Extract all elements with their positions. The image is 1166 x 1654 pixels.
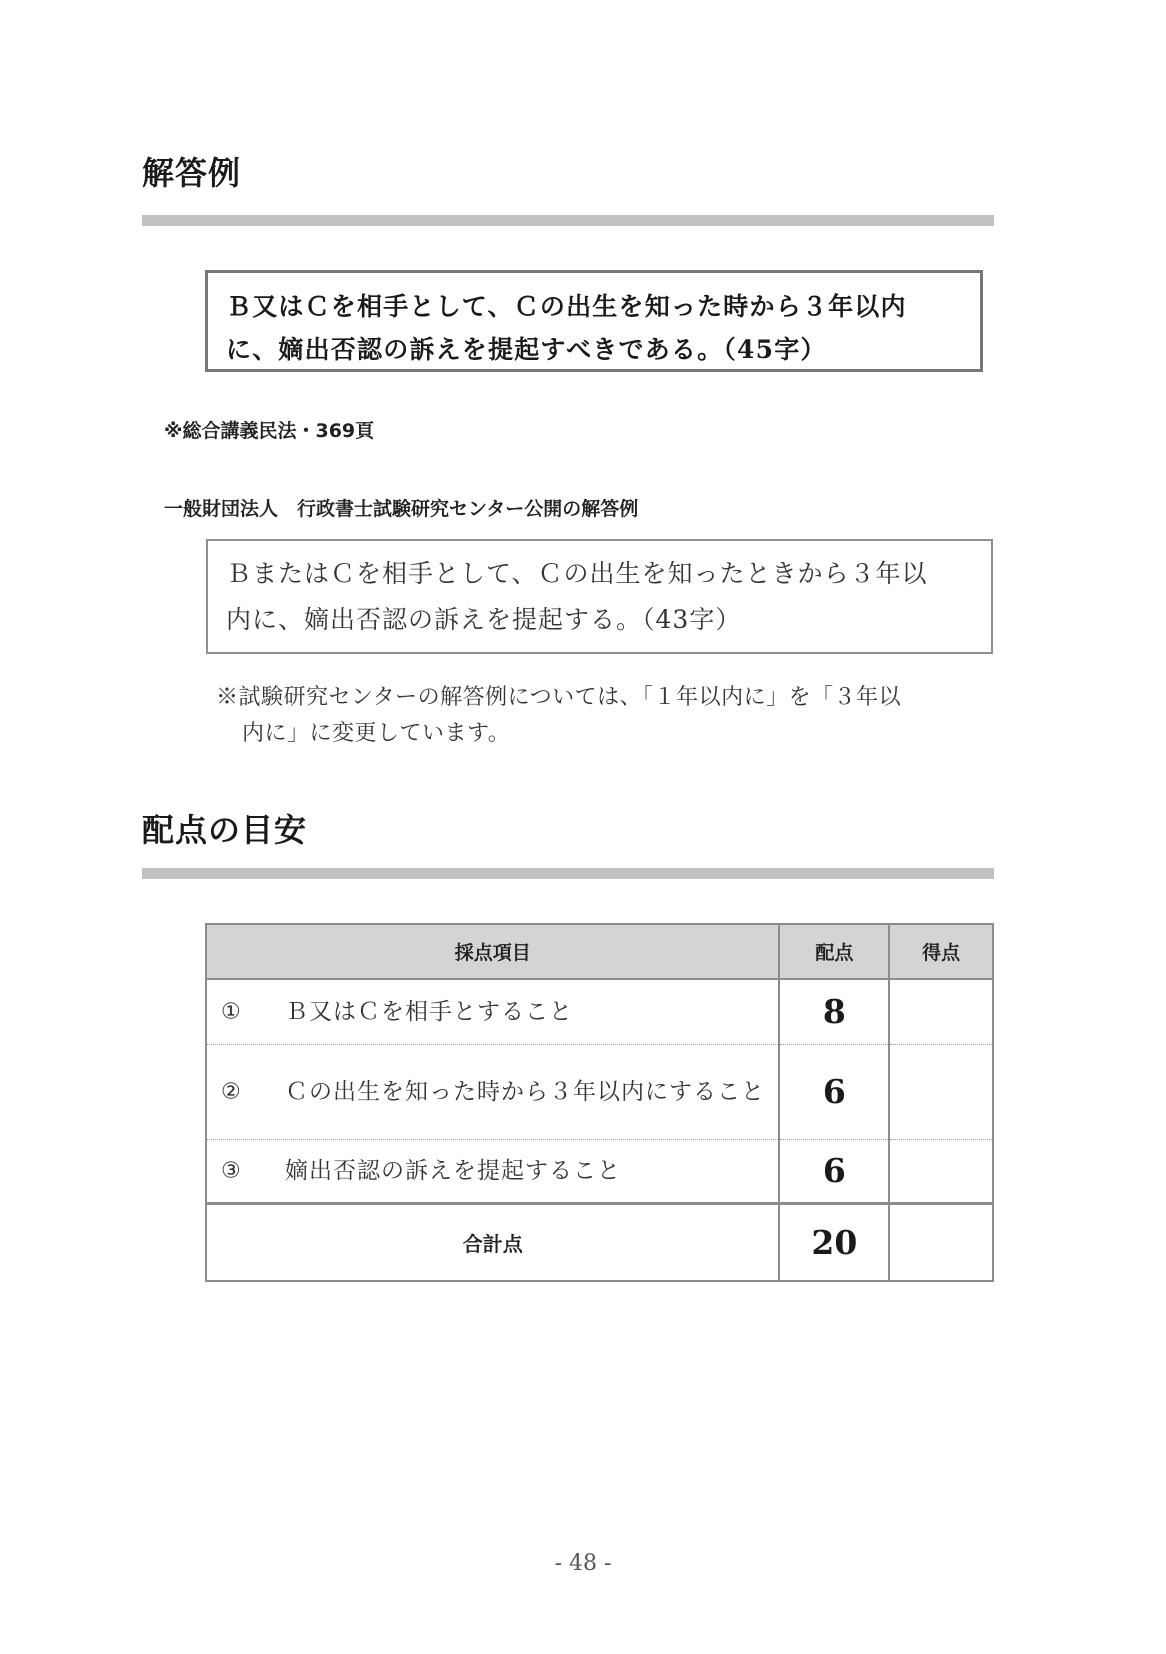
note-line: 内に」に変更しています。: [242, 721, 511, 746]
points-value: 8: [779, 979, 889, 1044]
item-text: Ｃの出生を知った時から３年以内にすること: [285, 1078, 765, 1105]
page-number: - 48 -: [554, 1551, 612, 1576]
section-title-answer: 解答例: [142, 154, 242, 192]
points-value: 6: [779, 1139, 889, 1203]
header-item: 採点項目: [206, 924, 779, 979]
model-answer-box: [205, 270, 983, 372]
center-answer-note: [216, 680, 1022, 752]
header-points: 配点: [779, 924, 889, 979]
item-cell: [206, 1044, 779, 1139]
points-value: 6: [779, 1044, 889, 1139]
total-label: 合計点: [462, 1231, 523, 1256]
total-points: 20: [779, 1203, 889, 1281]
scoring-table: [205, 923, 994, 1282]
note-line: ※試験研究センターの解答例については、「１年以内に」を「３年以: [216, 685, 902, 710]
header-score: 得点: [889, 924, 993, 979]
center-answer-label: 一般財団法人 行政書士試験研究センター公開の解答例: [164, 498, 639, 520]
item-number: ②: [221, 1079, 242, 1104]
score-cell[interactable]: [889, 979, 993, 1044]
center-answer-line: 内に、嫡出否認の訴えを提起する。（43字）: [226, 605, 742, 634]
section-divider: [142, 868, 994, 879]
table-row: [206, 1139, 993, 1203]
reference-note: ※総合講義民法・369頁: [164, 420, 375, 442]
item-text: Ｂ又はＣを相手とすること: [285, 998, 573, 1025]
item-cell: [206, 1139, 779, 1203]
item-number: ①: [221, 999, 242, 1025]
total-score-cell[interactable]: [889, 1203, 993, 1281]
center-answer-box: [206, 539, 993, 654]
model-answer-line: Ｂ又はＣを相手として、Ｃの出生を知った時から３年以内: [226, 292, 907, 321]
section-divider: [142, 215, 994, 226]
table-row: [206, 979, 993, 1044]
item-cell: [206, 979, 779, 1044]
section-title-scoring: 配点の目安: [142, 811, 308, 849]
center-answer-line: ＢまたはＣを相手として、Ｃの出生を知ったときから３年以: [226, 559, 928, 588]
score-cell[interactable]: [889, 1139, 993, 1203]
total-row: [206, 1203, 993, 1281]
model-answer-line: に、嫡出否認の訴えを提起すべきである。（45字）: [226, 335, 827, 364]
table-row: [206, 1044, 993, 1139]
item-number: ③: [221, 1158, 242, 1183]
score-cell[interactable]: [889, 1044, 993, 1139]
table-header-row: [206, 924, 993, 979]
item-text: 嫡出否認の訴えを提起すること: [285, 1157, 621, 1184]
